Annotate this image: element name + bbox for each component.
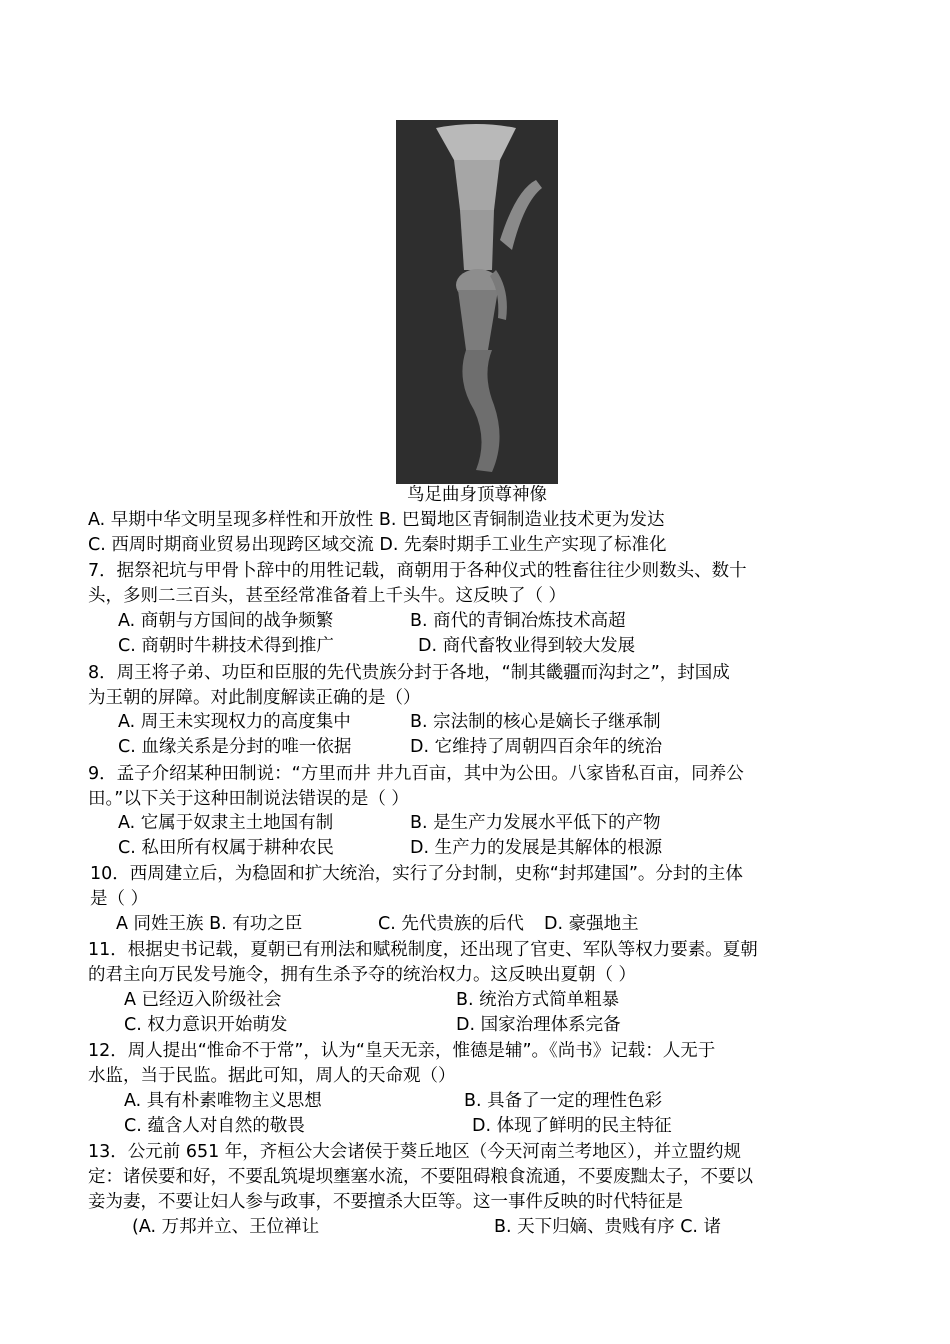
q9-option-c: C. 私田所有权属于耕种农民 — [118, 838, 334, 858]
q13-stem-line2: 定：诸侯要和好，不要乱筑堤坝壅塞水流，不要阻碍粮食流通，不要废黜太子，不要以 — [88, 1167, 753, 1187]
q8-stem-line2: 为王朝的屏障。对此制度解读正确的是（） — [88, 688, 421, 708]
q13-option-bc: B. 天下归嫡、贵贱有序 C. 诸 — [494, 1217, 722, 1237]
q13-stem-line1: 13．公元前 651 年，齐桓公大会诸侯于葵丘地区（今天河南兰考地区），并立盟约规 — [88, 1142, 742, 1162]
q7-option-b: B. 商代的青铜冶炼技术高超 — [410, 611, 626, 631]
q11-option-d: D. 国家治理体系完备 — [456, 1015, 621, 1035]
q7-stem-line1: 7．据祭祀坑与甲骨卜辞中的用牲记载，商朝用于各种仪式的牲畜往往少则数头、数十 — [88, 561, 747, 581]
q8-option-d: D. 它维持了周朝四百余年的统治 — [410, 737, 663, 757]
q6-options-row1: A. 早期中华文明呈现多样性和开放性 B. 巴蜀地区青铜制造业技术更为发达 — [88, 510, 665, 530]
q8-option-b: B. 宗法制的核心是嫡长子继承制 — [410, 712, 661, 732]
q12-option-c: C. 蕴含人对自然的敬畏 — [124, 1116, 305, 1136]
q10-stem-line2: 是（ ） — [90, 889, 149, 909]
q7-option-a: A. 商朝与方国间的战争频繁 — [118, 611, 334, 631]
q13-option-a: (A. 万邦并立、王位禅让 — [132, 1217, 320, 1237]
q9-stem-line1: 9．孟子介绍某种田制说：“方里而井 井九百亩，其中为公田。八家皆私百亩，同养公 — [88, 764, 744, 784]
q12-option-d: D. 体现了鲜明的民主特征 — [472, 1116, 672, 1136]
figure-caption: 鸟足曲身顶尊神像 — [407, 485, 547, 505]
q10-option-ab: A 同姓王族 B. 有功之臣 — [116, 914, 303, 934]
q11-option-c: C. 权力意识开始萌发 — [124, 1015, 288, 1035]
q8-option-c: C. 血缘关系是分封的唯一依据 — [118, 737, 352, 757]
q11-option-b: B. 统治方式简单粗暴 — [456, 990, 620, 1010]
statue-image — [396, 120, 558, 484]
bronze-statue-photo — [396, 120, 558, 484]
q9-option-d: D. 生产力的发展是其解体的根源 — [410, 838, 663, 858]
q13-stem-line3: 妾为妻，不要让妇人参与政事，不要擅杀大臣等。这一事件反映的时代特征是 — [88, 1192, 683, 1212]
q6-options-row2: C. 西周时期商业贸易出现跨区域交流 D. 先秦时期手工业生产实现了标准化 — [88, 535, 667, 555]
q8-option-a: A. 周王未实现权力的高度集中 — [118, 712, 351, 732]
q11-option-a: A 已经迈入阶级社会 — [124, 990, 282, 1010]
q11-stem-line2: 的君主向万民发号施令，拥有生杀予夺的统治权力。这反映出夏朝（ ） — [88, 965, 637, 985]
q12-option-b: B. 具备了一定的理性色彩 — [464, 1091, 663, 1111]
q7-option-c: C. 商朝时牛耕技术得到推广 — [118, 636, 334, 656]
q10-stem-line1: 10．西周建立后，为稳固和扩大统治，实行了分封制，史称“封邦建国”。分封的主体 — [90, 864, 743, 884]
q10-option-c: C. 先代贵族的后代 — [378, 914, 524, 934]
q12-stem-line2: 水监，当于民监。据此可知，周人的天命观（） — [88, 1066, 456, 1086]
q7-option-d: D. 商代畜牧业得到较大发展 — [418, 636, 636, 656]
q10-option-d: D. 豪强地主 — [544, 914, 639, 934]
q9-stem-line2: 田。”以下关于这种田制说法错误的是（ ） — [88, 789, 409, 809]
q11-stem-line1: 11．根据史书记载，夏朝已有刑法和赋税制度，还出现了官吏、军队等权力要素。夏朝 — [88, 940, 758, 960]
q9-option-b: B. 是生产力发展水平低下的产物 — [410, 813, 661, 833]
q7-stem-line2: 头，多则二三百头，甚至经常准备着上千头牛。这反映了（ ） — [88, 586, 567, 606]
q12-stem-line1: 12．周人提出“惟命不于常”，认为“皇天无亲，惟德是辅”。《尚书》记载：人无于 — [88, 1041, 716, 1061]
q9-option-a: A. 它属于奴隶主土地国有制 — [118, 813, 334, 833]
q12-option-a: A. 具有朴素唯物主义思想 — [124, 1091, 322, 1111]
q8-stem-line1: 8．周王将子弟、功臣和臣服的先代贵族分封于各地，“制其畿疆而沟封之”，封国成 — [88, 663, 730, 683]
